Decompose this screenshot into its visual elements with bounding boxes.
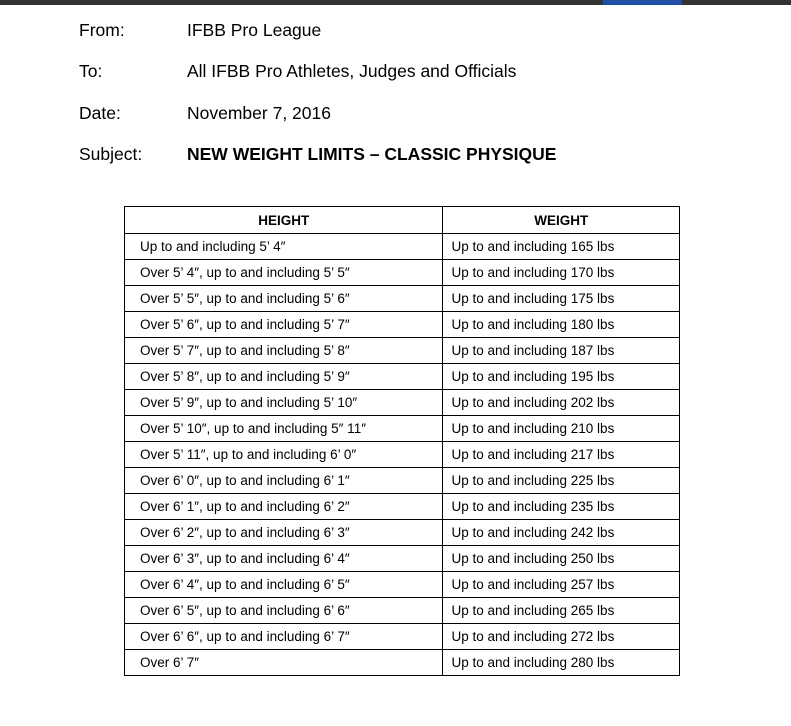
table-row <box>125 234 680 260</box>
height-cell: Over 6’ 3″, up to and including 6’ 4″ <box>125 546 443 572</box>
height-cell: Over 6’ 0″, up to and including 6’ 1″ <box>125 468 443 494</box>
memo-date-value: November 7, 2016 <box>187 103 331 123</box>
memo-from-label: From: <box>79 20 125 40</box>
table-row <box>125 494 680 520</box>
height-cell: Over 6’ 1″, up to and including 6’ 2″ <box>125 494 443 520</box>
height-cell: Over 5’ 8″, up to and including 5’ 9″ <box>125 364 443 390</box>
weight-cell: Up to and including 272 lbs <box>443 624 680 650</box>
table-row <box>125 390 680 416</box>
weight-cell: Up to and including 210 lbs <box>443 416 680 442</box>
memo-to-value: All IFBB Pro Athletes, Judges and Officials <box>187 61 517 81</box>
memo-to-label: To: <box>79 61 103 81</box>
height-column-header: HEIGHT <box>125 207 443 234</box>
weight-cell: Up to and including 250 lbs <box>443 546 680 572</box>
height-cell: Over 6’ 2″, up to and including 6’ 3″ <box>125 520 443 546</box>
weight-cell: Up to and including 242 lbs <box>443 520 680 546</box>
table-header-row <box>125 207 680 234</box>
table-row <box>125 416 680 442</box>
table-row <box>125 572 680 598</box>
table-row <box>125 442 680 468</box>
weight-limits-table <box>124 206 680 676</box>
height-cell: Over 6’ 4″, up to and including 6’ 5″ <box>125 572 443 598</box>
memo-subject-label: Subject: <box>79 144 143 164</box>
height-cell: Over 6’ 6″, up to and including 6’ 7″ <box>125 624 443 650</box>
weight-cell: Up to and including 217 lbs <box>443 442 680 468</box>
table-row <box>125 312 680 338</box>
table-row <box>125 650 680 676</box>
weight-cell: Up to and including 265 lbs <box>443 598 680 624</box>
table-row <box>125 520 680 546</box>
weight-cell: Up to and including 187 lbs <box>443 338 680 364</box>
table-row <box>125 260 680 286</box>
memo-subject-value: NEW WEIGHT LIMITS – CLASSIC PHYSIQUE <box>187 144 557 164</box>
weight-cell: Up to and including 225 lbs <box>443 468 680 494</box>
top-border-accent <box>603 0 682 5</box>
weight-cell: Up to and including 280 lbs <box>443 650 680 676</box>
weight-cell: Up to and including 165 lbs <box>443 234 680 260</box>
weight-column-header: WEIGHT <box>443 207 680 234</box>
table-row <box>125 338 680 364</box>
weight-cell: Up to and including 257 lbs <box>443 572 680 598</box>
height-cell: Over 6’ 7″ <box>125 650 443 676</box>
weight-cell: Up to and including 170 lbs <box>443 260 680 286</box>
height-cell: Over 5’ 5″, up to and including 5’ 6″ <box>125 286 443 312</box>
height-cell: Over 5’ 6″, up to and including 5’ 7″ <box>125 312 443 338</box>
height-cell: Over 5’ 11″, up to and including 6’ 0″ <box>125 442 443 468</box>
table-row <box>125 598 680 624</box>
weight-cell: Up to and including 202 lbs <box>443 390 680 416</box>
height-cell: Up to and including 5’ 4″ <box>125 234 443 260</box>
height-cell: Over 5’ 4″, up to and including 5’ 5″ <box>125 260 443 286</box>
memo-date-label: Date: <box>79 103 121 123</box>
height-cell: Over 5’ 7″, up to and including 5’ 8″ <box>125 338 443 364</box>
memo-from-value: IFBB Pro League <box>187 20 322 40</box>
table-row <box>125 546 680 572</box>
height-cell: Over 5’ 9″, up to and including 5’ 10″ <box>125 390 443 416</box>
height-cell: Over 5’ 10″, up to and including 5″ 11″ <box>125 416 443 442</box>
weight-cell: Up to and including 195 lbs <box>443 364 680 390</box>
table-row <box>125 468 680 494</box>
table-row <box>125 624 680 650</box>
table-row <box>125 286 680 312</box>
table-row <box>125 364 680 390</box>
height-cell: Over 6’ 5″, up to and including 6’ 6″ <box>125 598 443 624</box>
weight-cell: Up to and including 175 lbs <box>443 286 680 312</box>
weight-cell: Up to and including 180 lbs <box>443 312 680 338</box>
weight-cell: Up to and including 235 lbs <box>443 494 680 520</box>
